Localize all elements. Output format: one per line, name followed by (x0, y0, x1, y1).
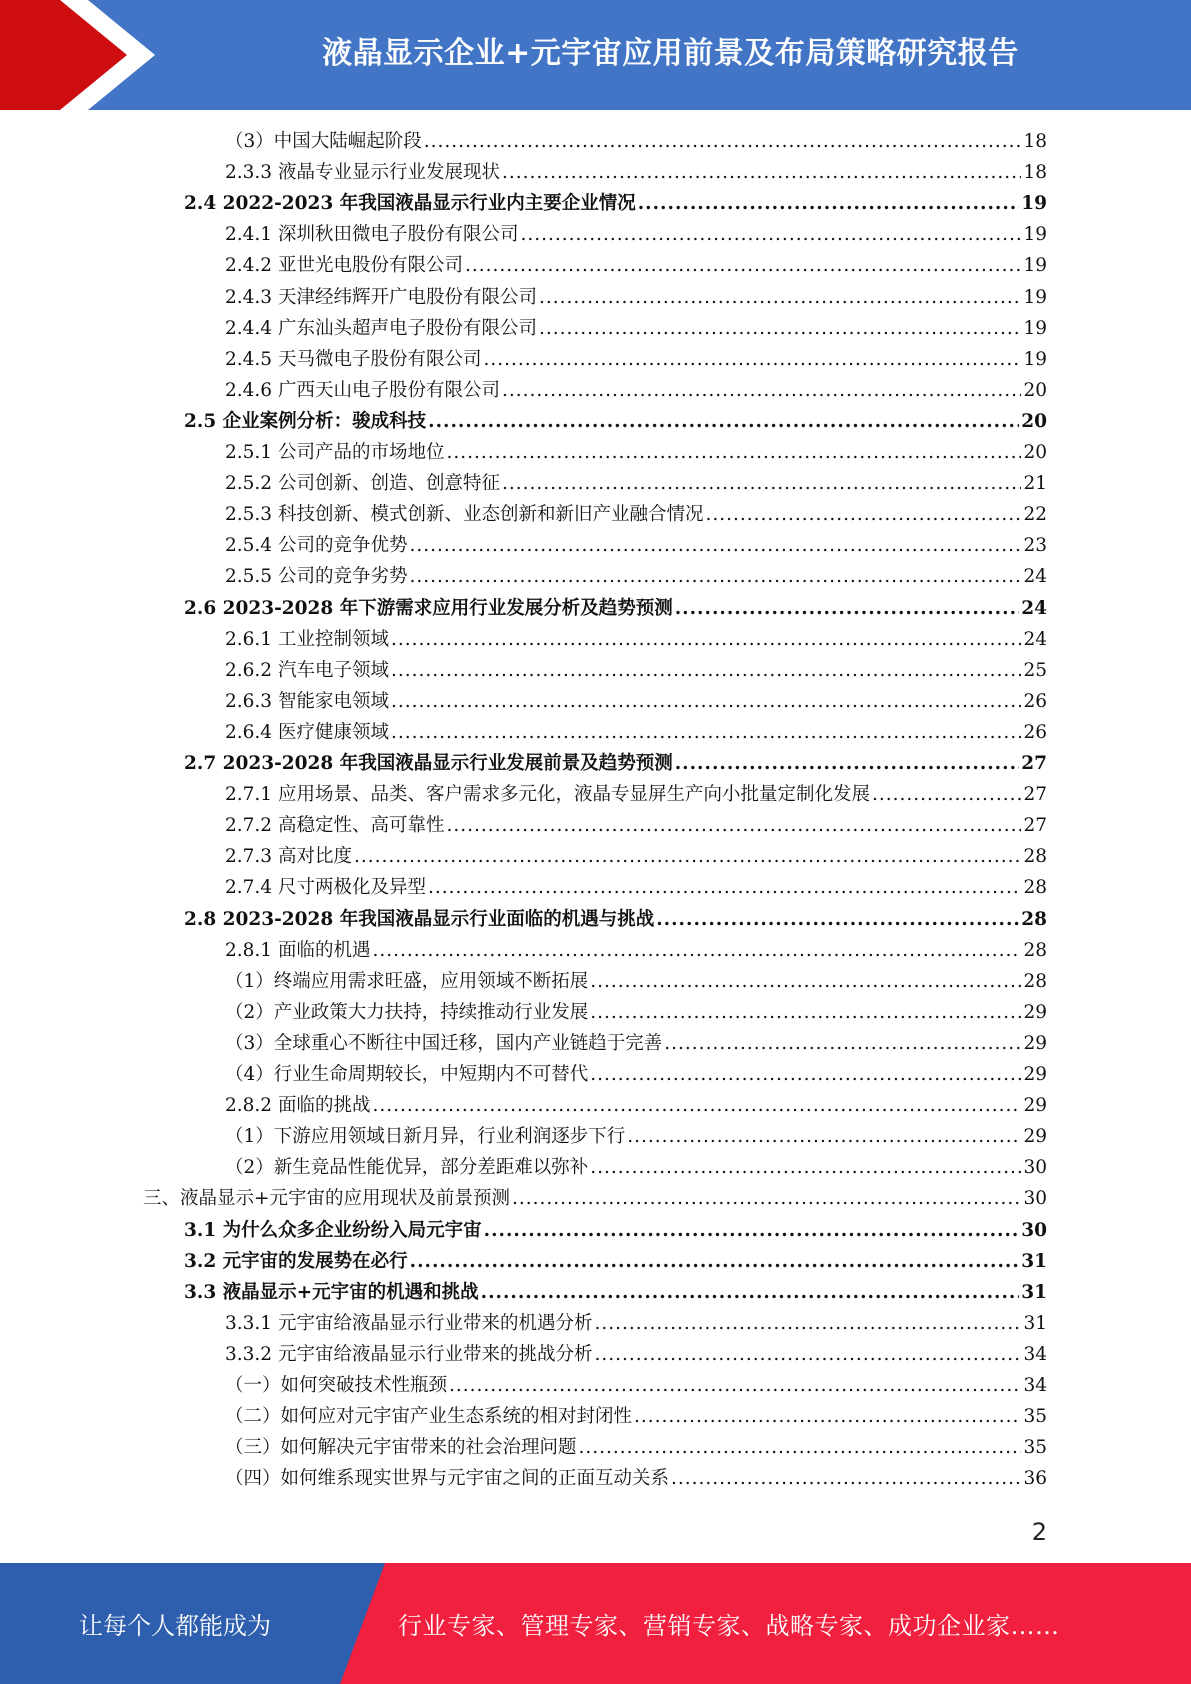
toc-entry[interactable] (225, 717, 1047, 748)
toc-entry[interactable] (225, 810, 1047, 841)
toc-entry-page: 19 (1023, 255, 1047, 277)
toc-entry-title: 2.4.2 亚世光电股份有限公司 (225, 255, 463, 277)
toc-entry-page: 34 (1023, 1343, 1047, 1365)
toc-entry-page: 24 (1023, 628, 1047, 650)
toc-entry[interactable] (225, 935, 1047, 966)
toc-entry-title: 2.8 2023-2028 年我国液晶显示行业面临的机遇与挑战 (184, 908, 655, 930)
toc-entry-page: 26 (1023, 721, 1047, 743)
toc-leader-dots (590, 997, 1021, 1028)
toc-entry[interactable] (225, 157, 1047, 188)
toc-entry-title: 2.4.3 天津经纬辉开广电股份有限公司 (225, 286, 537, 308)
toc-entry[interactable] (184, 1246, 1047, 1277)
toc-leader-dots (671, 1463, 1021, 1494)
page-header (0, 0, 1191, 110)
toc-entry[interactable] (184, 188, 1047, 219)
toc-leader-dots (502, 468, 1021, 499)
toc-leader-dots (391, 655, 1021, 686)
page-number: 2 (1031, 1518, 1047, 1546)
toc-entry[interactable] (225, 561, 1047, 592)
toc-leader-dots (664, 1028, 1021, 1059)
toc-entry-page: 25 (1023, 659, 1047, 681)
toc-entry-page: 34 (1023, 1375, 1047, 1396)
toc-entry-page: 29 (1023, 1095, 1047, 1117)
toc-entry[interactable] (225, 1463, 1047, 1494)
toc-leader-dots (590, 1152, 1021, 1183)
toc-entry-page: 35 (1023, 1406, 1047, 1428)
toc-leader-dots (520, 219, 1021, 250)
toc-entry-title: （1）下游应用领域日新月异，行业利润逐步下行 (225, 1126, 626, 1148)
toc-entry[interactable] (184, 1277, 1047, 1308)
toc-entry-page: 19 (1023, 286, 1047, 308)
toc-entry-title: 2.7 2023-2028 年我国液晶显示行业发展前景及趋势预测 (184, 753, 673, 774)
toc-entry-title: （2）产业政策大力扶持，持续推动行业发展 (225, 1001, 589, 1023)
toc-entry-title: 2.3.3 液晶专业显示行业发展现状 (225, 162, 500, 184)
toc-entry-page: 28 (1023, 846, 1047, 868)
toc-entry-page: 28 (1023, 939, 1047, 961)
toc-entry-page: 19 (1023, 317, 1047, 339)
toc-entry[interactable] (225, 375, 1047, 406)
toc-entry[interactable] (225, 997, 1047, 1028)
toc-entry-title: 2.8.1 面临的机遇 (225, 939, 371, 961)
toc-entry[interactable] (184, 1215, 1047, 1246)
toc-entry-title: 2.7.3 高对比度 (225, 846, 352, 868)
toc-entry-title: 2.6.2 汽车电子领域 (225, 659, 389, 681)
toc-leader-dots (391, 686, 1021, 717)
toc-entry-title: 3.3.1 元宇宙给液晶显示行业带来的机遇分析 (225, 1312, 593, 1334)
toc-entry-title: 2.5.2 公司创新、创造、创意特征 (225, 473, 500, 495)
toc-leader-dots (465, 250, 1021, 281)
toc-entry-page: 30 (1023, 1188, 1047, 1210)
toc-entry[interactable] (225, 282, 1047, 313)
toc-entry[interactable] (225, 250, 1047, 281)
toc-entry[interactable] (184, 904, 1047, 935)
toc-leader-dots (675, 748, 1020, 779)
toc-entry-page: 19 (1023, 224, 1047, 246)
toc-entry[interactable] (225, 1432, 1047, 1463)
toc-leader-dots (539, 313, 1021, 344)
footer-slogan-right: 行业专家、管理专家、营销专家、战略专家、成功企业家…… (398, 1612, 1060, 1640)
toc-entry[interactable] (225, 1401, 1047, 1432)
toc-entry-page: 20 (1021, 410, 1047, 432)
toc-entry-title: 2.7.2 高稳定性、高可靠性 (225, 815, 445, 837)
toc-entry-page: 23 (1023, 535, 1047, 557)
toc-entry-title: 2.7.1 应用场景、品类、客户需求多元化，液晶专显屏生产向小批量定制化发展 (225, 784, 870, 806)
toc-entry[interactable] (225, 313, 1047, 344)
toc-entry-title: 2.5.3 科技创新、模式创新、业态创新和新旧产业融合情况 (225, 504, 704, 526)
toc-entry-page: 28 (1023, 970, 1047, 992)
toc-entry-title: （三）如何解决元宇宙带来的社会治理问题 (225, 1437, 577, 1459)
toc-entry[interactable] (225, 468, 1047, 499)
toc-entry-title: （4）行业生命周期较长，中短期内不可替代 (225, 1064, 589, 1085)
toc-entry[interactable] (225, 779, 1047, 810)
toc-entry-title: 2.6.4 医疗健康领域 (225, 721, 389, 743)
toc-entry[interactable] (225, 219, 1047, 250)
toc-entry-title: （1）终端应用需求旺盛，应用领域不断拓展 (225, 970, 589, 992)
toc-entry-title: 2.4 2022-2023 年我国液晶显示行业内主要企业情况 (184, 193, 636, 215)
toc-entry-title: （一）如何突破技术性瓶颈 (225, 1375, 448, 1396)
toc-entry-title: （2）新生竞品性能优异，部分差距难以弥补 (225, 1157, 589, 1179)
toc-leader-dots (391, 717, 1021, 748)
toc-leader-dots (409, 561, 1021, 592)
toc-leader-dots (634, 1401, 1021, 1432)
toc-entry-title: （二）如何应对元宇宙产业生态系统的相对封闭性 (225, 1406, 633, 1428)
toc-entry-page: 31 (1021, 1250, 1047, 1272)
toc-entry-page: 26 (1023, 690, 1047, 712)
toc-entry-title: 2.5.4 公司的竞争优势 (225, 535, 408, 557)
toc-entry[interactable] (184, 593, 1047, 624)
toc-entry-page: 29 (1023, 1126, 1047, 1148)
toc-leader-dots (354, 841, 1022, 872)
toc-entry-title: 2.5 企业案例分析：骏成科技 (184, 410, 427, 432)
toc-entry[interactable] (225, 344, 1047, 375)
toc-entry-title: 2.7.4 尺寸两极化及异型 (225, 877, 426, 899)
toc-entry[interactable] (225, 841, 1047, 872)
toc-entry-title: 2.4.4 广东汕头超声电子股份有限公司 (225, 317, 537, 339)
toc-entry[interactable] (225, 1121, 1047, 1152)
toc-entry-page: 29 (1023, 1001, 1047, 1023)
toc-leader-dots (372, 935, 1021, 966)
toc-leader-dots (872, 779, 1021, 810)
toc-leader-dots (410, 1246, 1020, 1277)
toc-leader-dots (446, 810, 1021, 841)
toc-entry[interactable] (225, 1090, 1047, 1121)
toc-leader-dots (705, 499, 1021, 530)
toc-entry-title: 3.3 液晶显示+元宇宙的机遇和挑战 (184, 1281, 479, 1303)
toc-entry-page: 36 (1023, 1468, 1047, 1490)
toc-leader-dots (656, 904, 1019, 935)
toc-leader-dots (372, 1090, 1021, 1121)
toc-entry[interactable] (225, 1059, 1047, 1090)
toc-entry-title: （四）如何维系现实世界与元宇宙之间的正面互动关系 (225, 1468, 670, 1490)
toc-entry-page: 18 (1023, 162, 1047, 184)
toc-entry-page: 20 (1023, 442, 1047, 463)
toc-leader-dots (481, 1277, 1020, 1308)
toc-entry-page: 22 (1023, 504, 1047, 526)
toc-entry-page: 18 (1023, 131, 1047, 152)
toc-entry[interactable] (225, 1339, 1047, 1370)
toc-leader-dots (483, 344, 1021, 375)
toc-entry-title: 2.4.5 天马微电子股份有限公司 (225, 348, 482, 370)
toc-entry[interactable] (225, 624, 1047, 655)
toc-leader-dots (539, 282, 1021, 313)
toc-leader-dots (590, 1059, 1021, 1090)
toc-leader-dots (409, 530, 1021, 561)
toc-entry-title: 2.5.1 公司产品的市场地位 (225, 442, 445, 463)
toc-entry-page: 24 (1021, 597, 1047, 619)
toc-leader-dots (428, 872, 1021, 903)
toc-entry-title: 2.6.1 工业控制领域 (225, 628, 389, 650)
toc-entry-page: 27 (1023, 784, 1047, 806)
toc-leader-dots (449, 1370, 1021, 1401)
toc-leader-dots (446, 437, 1021, 468)
toc-entry-title: （3）中国大陆崛起阶段 (225, 131, 422, 152)
toc-entry-page: 29 (1023, 1064, 1047, 1085)
toc-entry[interactable] (225, 1028, 1047, 1059)
toc-entry-page: 35 (1023, 1437, 1047, 1459)
toc-entry-title: 3.2 元宇宙的发展势在必行 (184, 1250, 408, 1272)
toc-entry[interactable] (225, 872, 1047, 903)
toc-entry-page: 31 (1021, 1281, 1047, 1303)
toc-leader-dots (638, 188, 1020, 219)
toc-entry[interactable] (225, 437, 1047, 468)
toc-entry-title: 3.3.2 元宇宙给液晶显示行业带来的挑战分析 (225, 1343, 593, 1365)
toc-leader-dots (512, 1183, 1021, 1214)
toc-entry-page: 27 (1023, 815, 1047, 837)
toc-entry-page: 30 (1021, 1219, 1047, 1241)
toc-leader-dots (484, 1215, 1020, 1246)
footer-slogan-left: 让每个人都能成为 (79, 1612, 271, 1640)
toc-leader-dots (424, 126, 1022, 157)
toc-entry-title: 三、液晶显示+元宇宙的应用现状及前景预测 (143, 1188, 511, 1210)
toc-entry[interactable] (225, 655, 1047, 686)
toc-entry[interactable] (225, 126, 1047, 157)
report-title: 液晶显示企业+元宇宙应用前景及布局策略研究报告 (322, 36, 1019, 71)
toc-leader-dots (590, 966, 1021, 997)
page-footer (0, 1563, 1191, 1684)
toc-entry-title: 2.6 2023-2028 年下游需求应用行业发展分析及趋势预测 (184, 597, 673, 619)
toc-entry-page: 19 (1021, 193, 1047, 215)
toc-entry[interactable] (225, 966, 1047, 997)
toc-leader-dots (627, 1121, 1021, 1152)
toc-entry[interactable] (184, 406, 1047, 437)
toc-entry-title: 2.8.2 面临的挑战 (225, 1095, 371, 1117)
toc-entry-title: 2.4.1 深圳秋田微电子股份有限公司 (225, 224, 519, 246)
toc-entry[interactable] (184, 748, 1047, 779)
toc-entry-page: 28 (1023, 877, 1047, 899)
toc-entry-page: 24 (1023, 566, 1047, 588)
toc-entry-page: 20 (1023, 379, 1047, 401)
toc-entry[interactable] (225, 686, 1047, 717)
toc-entry-page: 29 (1023, 1032, 1047, 1054)
toc-entry-page: 30 (1023, 1157, 1047, 1179)
toc-entry[interactable] (225, 1152, 1047, 1183)
toc-entry-title: 2.4.6 广西天山电子股份有限公司 (225, 379, 500, 401)
toc-entry[interactable] (225, 499, 1047, 530)
toc-entry[interactable] (225, 530, 1047, 561)
toc-leader-dots (594, 1308, 1021, 1339)
toc-leader-dots (675, 593, 1020, 624)
toc-entry-title: 2.6.3 智能家电领域 (225, 690, 389, 712)
toc-leader-dots (502, 375, 1021, 406)
toc-entry-page: 21 (1023, 473, 1047, 495)
toc-leader-dots (391, 624, 1021, 655)
toc-entry-title: 2.5.5 公司的竞争劣势 (225, 566, 408, 588)
toc-entry-page: 31 (1023, 1312, 1047, 1334)
toc-entry-title: （3）全球重心不断往中国迁移，国内产业链趋于完善 (225, 1032, 663, 1054)
toc-entry-page: 28 (1021, 908, 1047, 930)
toc-entry[interactable] (225, 1370, 1047, 1401)
toc-leader-dots (594, 1339, 1021, 1370)
toc-leader-dots (502, 157, 1021, 188)
toc-leader-dots (428, 406, 1019, 437)
toc-entry[interactable] (225, 1308, 1047, 1339)
toc-leader-dots (579, 1432, 1022, 1463)
toc-entry-page: 27 (1021, 753, 1047, 774)
toc-entry-title: 3.1 为什么众多企业纷纷入局元宇宙 (184, 1219, 482, 1241)
toc-entry[interactable] (143, 1183, 1047, 1214)
toc-entry-page: 19 (1023, 348, 1047, 370)
